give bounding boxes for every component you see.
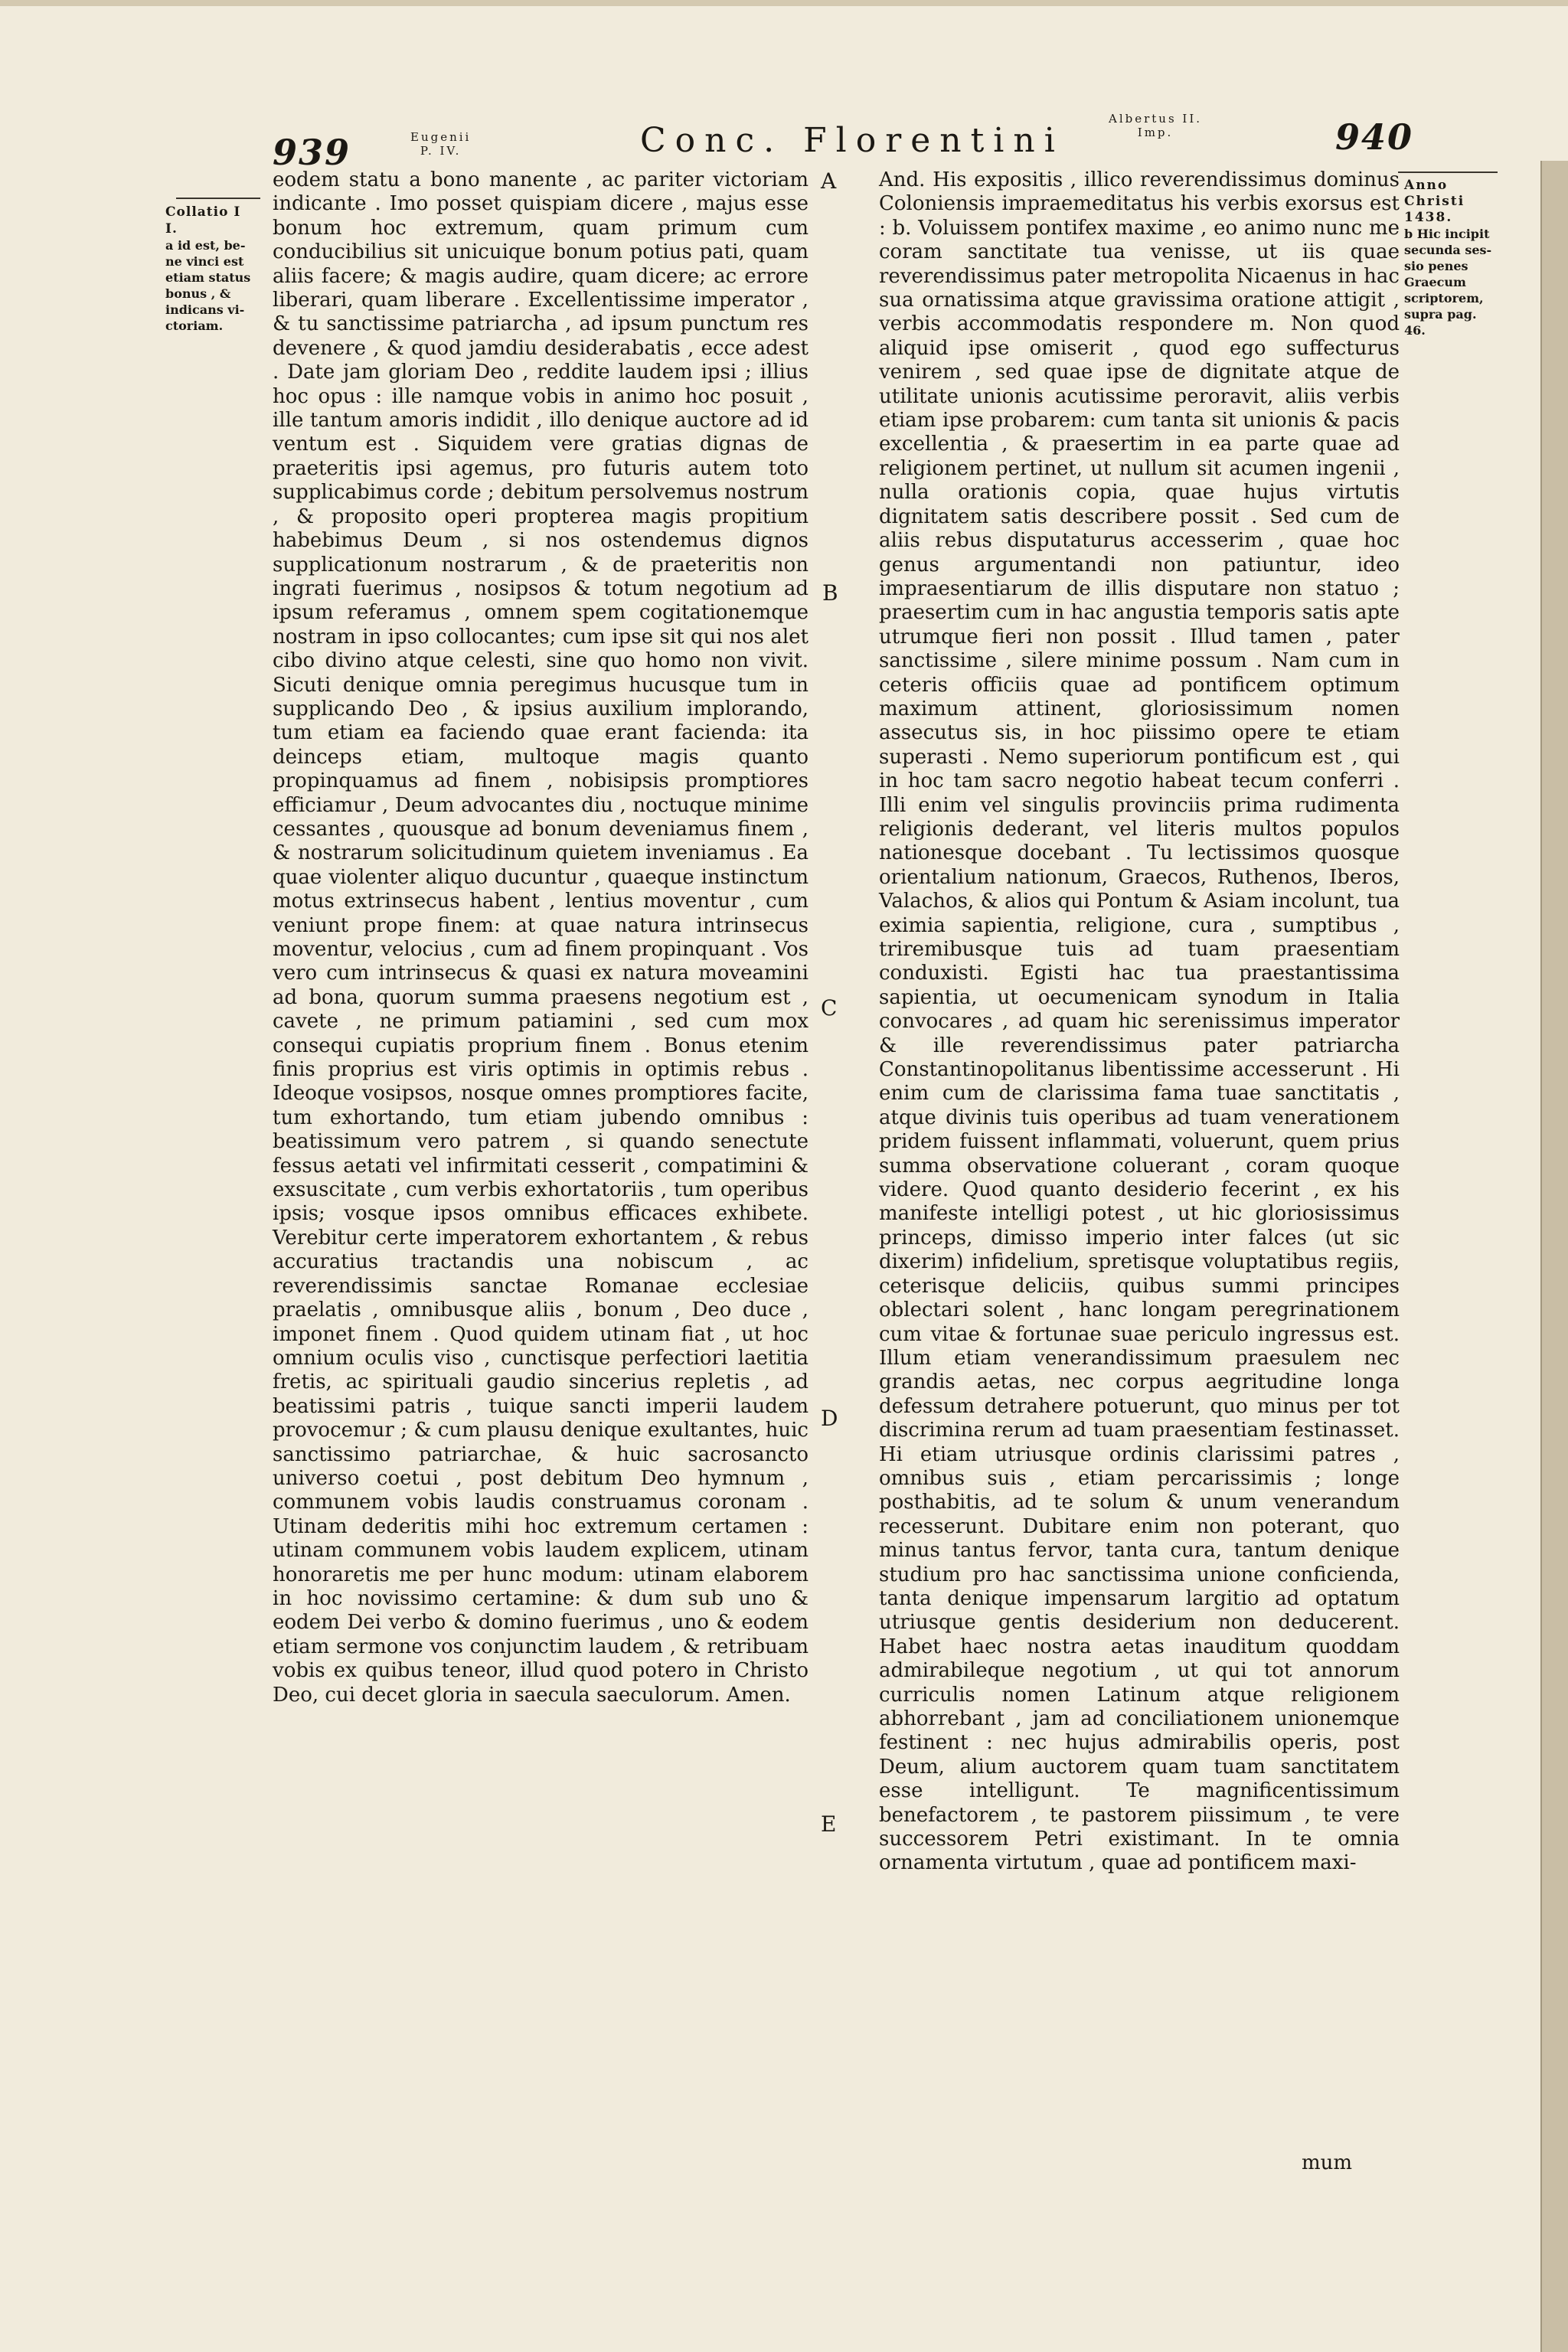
- section-letter-a: A: [821, 168, 837, 194]
- top-paper-edge: [0, 0, 1568, 6]
- margin-note-line: sio penes: [1404, 259, 1468, 273]
- running-head-left-line: P. IV.: [420, 144, 462, 158]
- right-column-text: And. His expositis , illico reverendissimus dominus Coloniensis impraemeditatus his verbis exorsus est : b. Voluissem pontifex maxime , eo animo nunc me coram sanctitate tua venisse, ut iis quae reverendissimus pater metropolita Nicaenus in hac sua ornatissima atque gravissima oratione attigit , verbis accommodatis respondere m. Non quod aliquid ipse omiserit , quod ego suffecturus venirem , sed quae ipse de dignitate atque de utilitate unionis acutissime peroravit, aliis verbis etiam ipse probarem: cum tanta sit unionis & pacis excellentia , & praesertim in ea parte quae ad religionem pertinet, ut nullum sit acumen ingenii , nulla orationis copia, quae hujus virtutis dignitatem satis describere possit . Sed cum de aliis rebus disputaturus accesserim , quae hoc genus argumentandi non patiuntur, ideo impraesentiarum de illis disputare non statuo ; praesertim cum in hac angustia temporis satis apte utrumque fieri non possit . Illud tamen , pater sanctissime , silere minime possum . Nam cum in ceteris officiis quae ad pontificem optimum maximum attinent, gloriosissimum nomen assecutus sis, in hoc piissimo opere te etiam superasti . Nemo superiorum pontificum est , qui in hoc tam sacro negotio habeat tecum conferri . Illi enim vel singulis provinciis prima rudimenta religionis dederant, vel literis multos populos nationesque docebant . Tu lectissimos quosque orientalium nationum, Graecos, Ruthenos, Iberos, Valachos, & alios qui Pontum & Asiam incolunt, tua eximia sapientia, religione, cura , sumptibus , triremibusque tuis ad tuam praesentiam conduxisti. Egisti hac tua praestantissima sapientia, ut oecumenicam synodum in Italia convocares , ad quam hic serenissimus imperator & ille reverendissimus pater patriarcha Constantinopolitanus libentissime accesserunt . Hi enim cum de clarissima fama tuae sanctitatis , atque divinis tuis operibus ad tuam venerationem pridem fuissent inflammati, voluerunt, quem prius summa observatione coluerant , coram quoque videre. Quod quanto desiderio fecerint , ex his manifeste intelligi potest , ut hic gloriosissimus princeps, dimisso imperio inter falces (ut sic dixerim) infidelium, spretisque voluptatibus regiis, ceterisque deliciis, quibus summi principes oblectari solent , hanc longam peregrinationem cum vitae & fortunae suae periculo ingressus est. Illum etiam venerandissimum praesulem nec grandis aetas, nec corpus aegritudine longa defessum detrahere potuerunt, quo minus per tot discrimina rerum ad tuam praesentiam festinasset. Hi etiam utriusque ordinis clarissimi patres , omnibus suis , etiam percarissimis ; longe posthabitis, ad te solum & unum venerandum recesserunt. Dubitare enim non poterant, quo minus tantus fervor, tanta cura, tantum denique studium pro hac sanctissima unione conficienda, tanta denique impensarum largitio ad optatum utriusque gentis desiderium non deducerent. Habet haec nostra aetas inauditum quoddam admirabileque negotium , ut qui tot annorum curriculis nomen Latinum atque religionem abhorrebant , jam ad conciliationem unionemque festinent : nec hujus admirabilis operis, post Deum, alium auctorem quam tuam sanctitatem esse intelligunt. Te magnificentissimum benefactorem , te pastorem piissimum , te vere successorem Petri existimant. In te omnia ornamenta virtutum , quae ad pontificem maxi-: [879, 168, 1400, 1875]
- margin-label: Collatio I I.: [165, 204, 241, 237]
- margin-label: Anno Christi 1438.: [1404, 178, 1465, 225]
- section-letter-c: C: [821, 995, 838, 1021]
- facing-page-edge: [1540, 161, 1568, 2352]
- right-text-column: [879, 168, 1400, 2151]
- margin-note-line: indicans vi-: [165, 302, 245, 317]
- margin-note-line: 46.: [1404, 323, 1426, 338]
- margin-note-line: secunda ses-: [1404, 243, 1492, 257]
- margin-note-line: ctoriam.: [165, 318, 224, 333]
- running-head-left-line: Eugenii: [410, 130, 472, 144]
- left-column-text: eodem statu a bono manente , ac pariter victoriam indicante . Imo posset quispiam dicere , majus esse bonum hoc extremum, quam primum cum conducibilius sit unicuique bonum potius pati, quam aliis facere; & magis audire, quam dicere; ac errore liberari, quam liberare . Excellentissime imperator , & tu sanctissime patriarcha , ad ipsum punctum res devenere , & quod jamdiu desiderabatis , ecce adest . Date jam gloriam Deo , reddite laudem ipsi ; illius hoc opus : ille namque vobis in animo hoc posuit , ille tantum amoris indidit , illo denique auctore ad id ventum est . Siquidem vere gratias dignas de praeteritis ipsi agemus, pro futuris autem toto supplicabimus corde ; debitum persolvemus nostrum , & proposito operi propterea magis propitium habebimus Deum , si nos ostendemus dignos supplicationum nostrarum , & de praeteritis non ingrati fuerimus , nosipsos & totum negotium ad ipsum referamus , omnem spem cogitationemque nostram in ipso collocantes; cum ipse sit qui nos alet cibo divino atque celesti, sine quo homo non vivit. Sicuti denique omnia peregimus hucusque tum in supplicando Deo , & ipsius auxilium implorando, tum etiam ea faciendo quae erant facienda: ita deinceps etiam, multoque magis quanto propinquamus ad finem , nobisipsis promptiores efficiamur , Deum advocantes diu , noctuque minime cessantes , quousque ad bonum deveniamus finem , & nostrarum solicitudinum quietem inveniamus . Ea quae violenter aliquo ducuntur , quaeque instinctum motus extrinsecus habent , lentius moventur , cum veniunt prope finem: at quae natura intrinsecus moventur, velocius , cum ad finem propinquant . Vos vero cum intrinsecus & quasi ex natura moveamini ad bona, quorum summa praesens negotium est , cavete , ne primum patiamini , sed cum mox consequi cupiatis proprium finem . Bonus etenim finis proprius est viris optimis in optimis rebus . Ideoque vosipsos, nosque omnes promptiores facite, tum exhortando, tum etiam jubendo omnibus : beatissimum vero patrem , si quando senectute fessus aetati vel infirmitati cesserit , compatimini & exsuscitate , cum verbis exhortatoriis , tum operibus ipsis; vosque ipsos omnibus efficaces exhibete. Verebitur certe imperatorem exhortantem , & rebus accuratius tractandis una nobiscum , ac reverendissimis sanctae Romanae ecclesiae praelatis , omnibusque aliis , bonum , Deo duce , imponet finem . Quod quidem utinam fiat , ut hoc omnium oculis viso , cunctisque perfectiori laetitia fretis, ac spirituali gaudio sincerius repletis , ad beatissimi patris , tuique sancti imperii laudem provocemur ; & cum plausu denique exultantes, huic sanctissimo patriarchae, & huic sacrosancto universo coetui , post debitum Deo hymnum , communem vobis laudis construamus coronam . Utinam dederitis mihi hoc extremum certamen : utinam communem vobis laudem explicem, utinam honoraretis me per hunc modum: utinam elaborem in hoc novissimo certamine: & dum sub uno & eodem Dei verbo & domino fuerimus , uno & eodem etiam sermone vos conjunctim laudem , & retribuam vobis ex quibus teneor, illud quod potero in Christo Deo, cui decet gloria in saecula saeculorum. Amen.: [273, 168, 808, 1707]
- running-head-left: [410, 130, 471, 158]
- catchword: mum: [1302, 2151, 1353, 2174]
- page-number-left: 939: [273, 132, 351, 173]
- margin-note-line: bonus , &: [165, 286, 231, 301]
- margin-note-line: Graecum: [1404, 275, 1466, 289]
- margin-note-line: scriptorem,: [1404, 291, 1484, 305]
- running-head-right-line: Imp.: [1137, 126, 1174, 139]
- section-letter-b: B: [822, 580, 838, 606]
- left-text-column: [273, 168, 808, 2128]
- header-rule-right: [1398, 172, 1498, 173]
- margin-note-line: a id est, be-: [165, 238, 246, 253]
- margin-note-line: ne vinci est: [165, 254, 244, 269]
- section-letter-d: D: [821, 1406, 838, 1431]
- right-margin-note: [1404, 178, 1511, 338]
- section-letter-e: E: [821, 1811, 837, 1837]
- page-number-right: 940: [1335, 116, 1414, 158]
- header-rule-left: [176, 198, 260, 199]
- running-head-right-line: Albertus II.: [1109, 112, 1203, 126]
- margin-note-line: etiam status: [165, 270, 251, 285]
- left-margin-note: [165, 204, 265, 334]
- page-title: Conc. Florentini: [640, 121, 1064, 160]
- margin-note-line: supra pag.: [1404, 307, 1477, 322]
- margin-note-line: b Hic incipit: [1404, 227, 1490, 241]
- running-head-right: [1109, 112, 1202, 139]
